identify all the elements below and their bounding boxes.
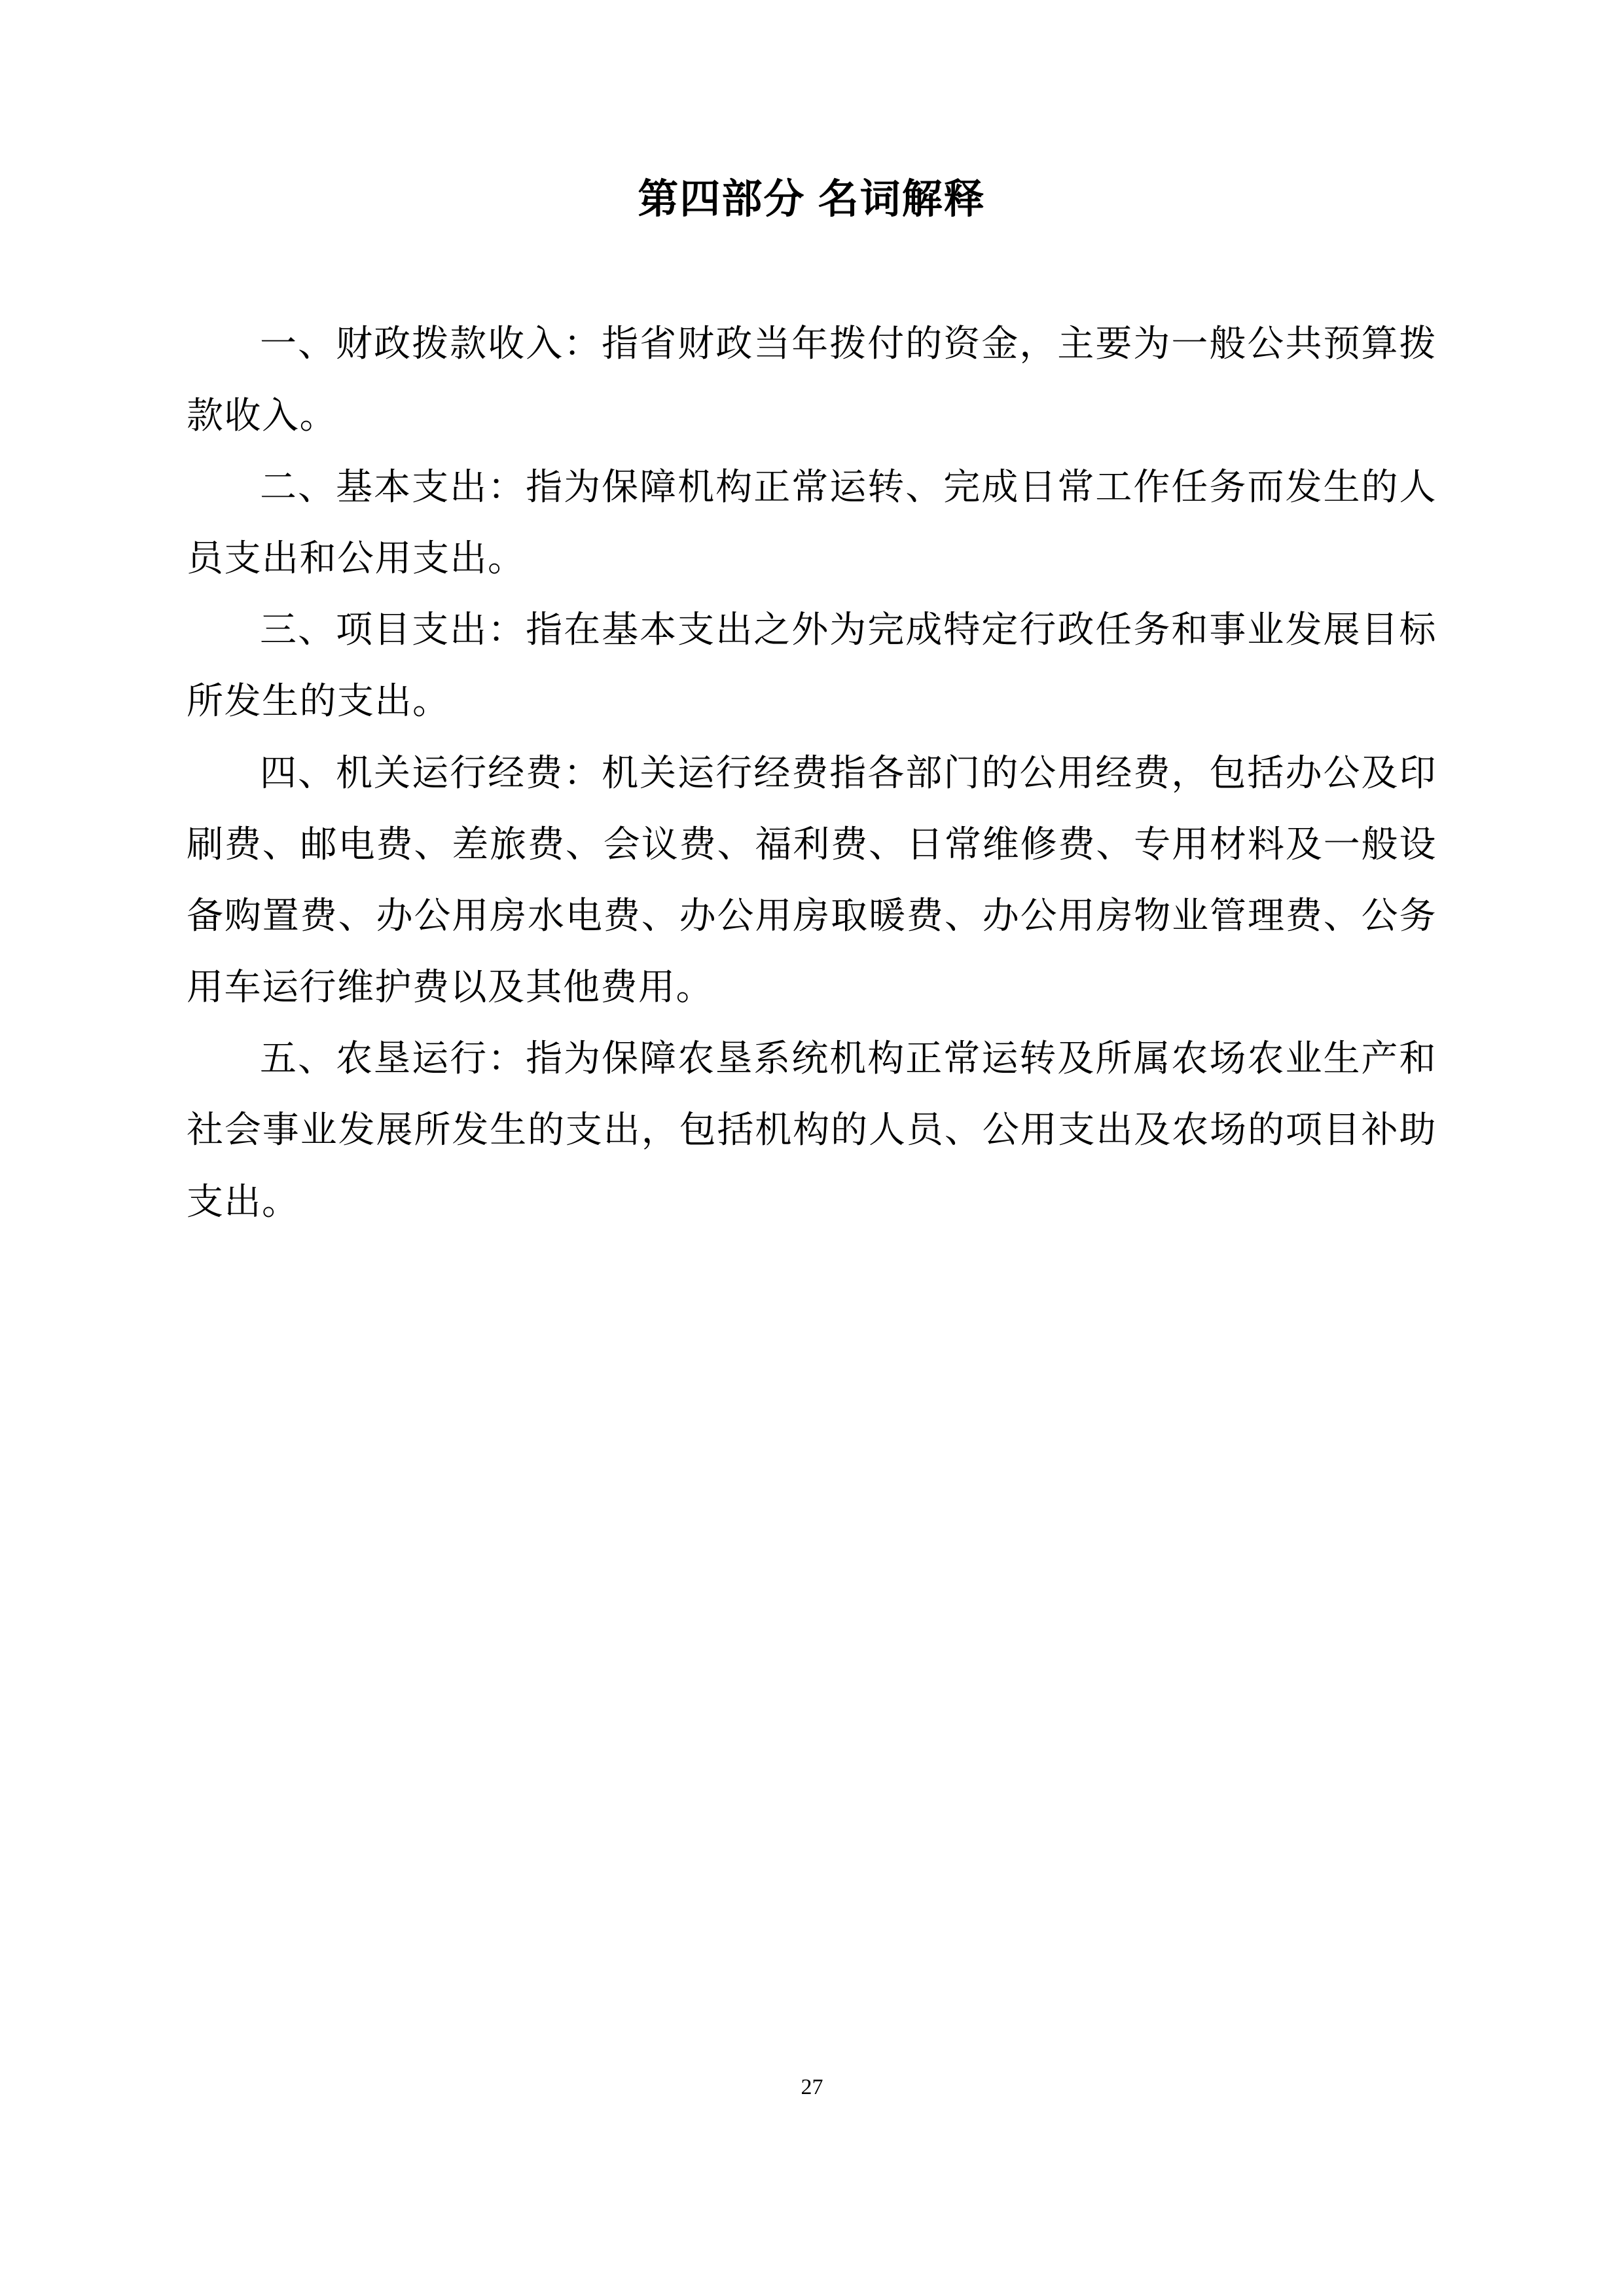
document-body (187, 309, 1437, 1238)
paragraph-1: 一、财政拨款收入：指省财政当年拨付的资金，主要为一般公共预算拨款收入。 (187, 324, 1437, 437)
paragraph-3: 三、项目支出：指在基本支出之外为完成特定行政任务和事业发展目标所发生的支出。 (187, 610, 1437, 723)
paragraph-2: 二、基本支出：指为保障机构正常运转、完成日常工作任务而发生的人员支出和公用支出。 (187, 467, 1437, 579)
page-number: 27 (801, 2075, 823, 2099)
paragraph-4: 四、机关运行经费：机关运行经费指各部门的公用经费，包括办公及印刷费、邮电费、差旅费、会议费、福利费、日常维修费、专用材料及一般设备购置费、办公用房水电费、办公用房取暖费、办公用房物业管理费、公务用车运行维护费以及其他费用。 (187, 753, 1437, 1009)
page-title: 第四部分 名词解释 (638, 177, 986, 222)
paragraph-5: 五、农垦运行：指为保障农垦系统机构正常运转及所属农场农业生产和社会事业发展所发生的支出，包括机构的人员、公用支出及农场的项目补助支出。 (187, 1039, 1437, 1223)
document-content (187, 0, 1437, 1238)
